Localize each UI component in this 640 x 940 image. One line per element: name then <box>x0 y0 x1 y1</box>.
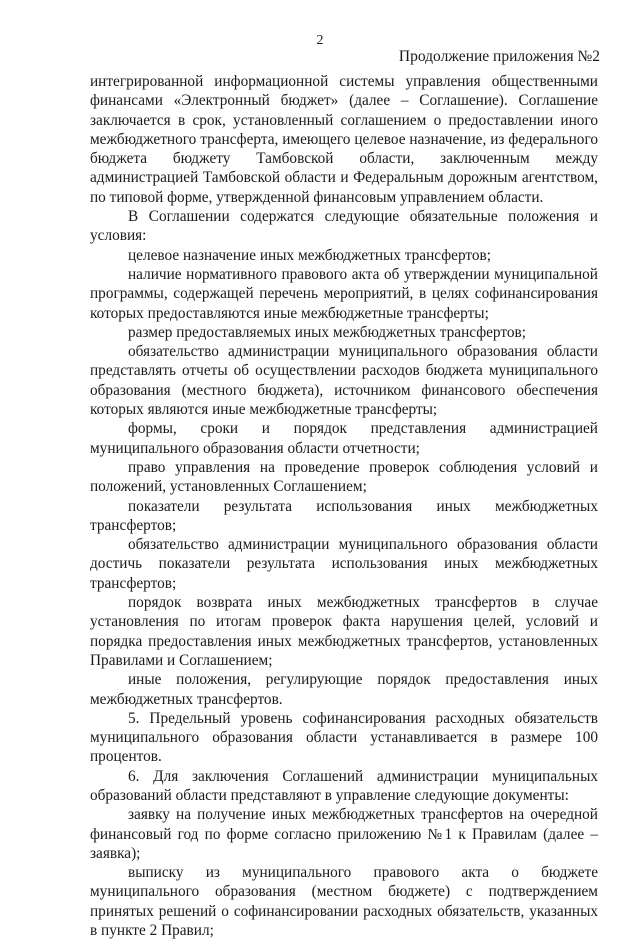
list-item: иные положения, регулирующие порядок предоставления иных межбюджетных трансфертов. <box>90 671 598 708</box>
paragraph: интегрированной информационной системы управления общественными финансами «Электронный бюджет» (далее – Соглашение). Соглашение заключается в срок, установленный соглашением о предоставлении иного межбюджетного трансферта, имеющего целевое назначение, из федерального бюджета бюджету Тамбовской области, заключенным между администрацией Тамбовской области и Федеральным дорожным агентством, по типовой форме, утвержденной финансовым управлением области. <box>90 73 598 206</box>
list-item: обязательство администрации муниципального образования области представлять отчеты об осуществлении расходов бюджета муниципального образования (местного бюджета), источником финансового обеспечения которых являются иные межбюджетные трансферты; <box>90 343 598 419</box>
list-item: порядок возврата иных межбюджетных трансфертов в случае установления по итогам проверок факта нарушения целей, условий и порядка предоставления иных межбюджетных трансфертов, установленных Правилами и Соглашением; <box>90 594 598 669</box>
paragraph-5: 5. Предельный уровень софинансирования расходных обязательств муниципального образования области устанавливается в размере 100 процентов. <box>90 709 598 766</box>
list-item: формы, сроки и порядок представления администрацией муниципального образования области отчетности; <box>90 420 598 457</box>
page-number: 2 <box>316 33 324 48</box>
list-item: показатели результата использования иных межбюджетных трансфертов; <box>90 497 598 534</box>
list-item: целевое назначение иных межбюджетных трансфертов; <box>128 246 491 264</box>
appendix-continuation-note: Продолжение приложения №2 <box>398 48 600 65</box>
document-body <box>90 72 598 940</box>
list-item: наличие нормативного правового акта об утверждении муниципальной программы, содержащей перечень мероприятий, в целях софинансирования которых предоставляются иные межбюджетные трансферты; <box>90 265 598 322</box>
paragraph: В Соглашении содержатся следующие обязательные положения и условия: <box>90 208 598 245</box>
list-item: обязательство администрации муниципального образования области достичь показатели результата использования иных межбюджетных трансфертов; <box>90 536 598 592</box>
list-item: выписку из муниципального правового акта о бюджете муниципального образования (местном бюджете) с подтверждением принятых решений о софинансировании расходных обязательств, указанных в пункте 2 Правил; <box>90 864 598 940</box>
list-item: размер предоставляемых иных межбюджетных трансфертов; <box>128 323 526 341</box>
list-item: заявку на получение иных межбюджетных трансфертов на очередной финансовый год по форме согласно приложению №1 к Правилам (далее – заявка); <box>90 806 598 862</box>
paragraph-6: 6. Для заключения Соглашений администрации муниципальных образований области представляют в управление следующие документы: <box>90 767 598 804</box>
list-item: право управления на проведение проверок соблюдения условий и положений, установленных Соглашением; <box>90 458 598 496</box>
